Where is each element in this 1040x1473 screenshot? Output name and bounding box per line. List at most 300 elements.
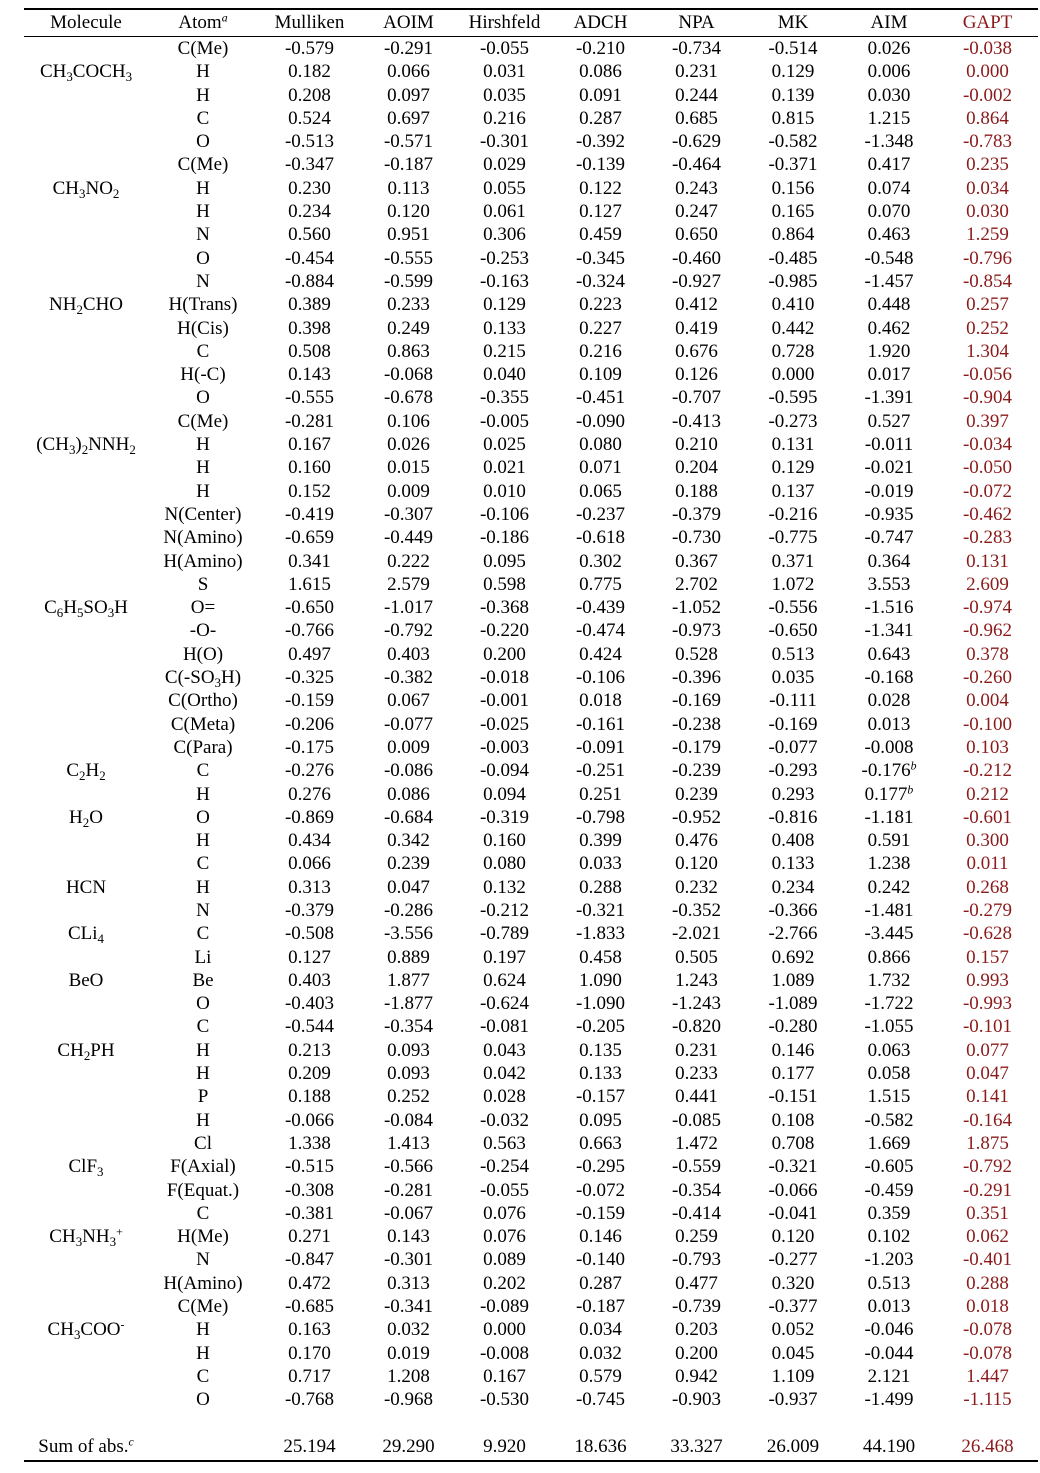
mulliken-value: 0.182 [288,61,331,83]
mulliken-cell [258,1388,361,1411]
atom-cell [148,1109,258,1132]
gapt-cell [937,433,1038,456]
mk-value: -0.485 [768,247,818,269]
gapt-value: -0.100 [962,713,1013,735]
aoim-cell [361,37,456,61]
gapt-value: -0.002 [962,84,1013,106]
table-row [24,573,1038,596]
hirshfeld-value: 0.042 [483,1063,526,1085]
molecule-cell [24,1388,148,1411]
aoim-value: -0.086 [383,760,434,782]
npa-value: 0.233 [675,1063,718,1085]
mk-value: -0.169 [768,713,818,735]
aoim-value: 2.579 [387,573,430,595]
aoim-cell [361,1155,456,1178]
hirshfeld-value: 0.031 [483,61,526,83]
mk-cell [745,386,841,409]
atom-value: Be [192,969,214,991]
adch-cell [553,666,648,689]
hirshfeld-value: -0.018 [479,667,530,689]
mulliken-value: -0.347 [284,154,335,176]
atom-value: O [196,806,210,828]
hirshfeld-cell [456,1342,553,1365]
atom-cell [148,503,258,526]
aim-value: -0.459 [864,1179,914,1201]
mk-cell [745,1295,841,1318]
molecule-label [24,1225,148,1248]
mk-cell [745,1062,841,1085]
aim-value: 0.026 [867,38,911,59]
adch-cell [553,317,648,340]
aoim-value: 0.313 [387,1272,430,1294]
adch-value: -1.090 [575,993,626,1015]
molecule-label [24,922,148,945]
adch-value: -0.321 [575,899,626,921]
hirshfeld-cell [456,619,553,642]
adch-value: -0.251 [575,760,626,782]
npa-value: 0.231 [675,61,718,83]
table-row [24,1202,1038,1225]
mulliken-cell [258,480,361,503]
aoim-cell [361,1109,456,1132]
mulliken-value: -0.515 [284,1156,335,1178]
molecule-formula-part: PH [90,1039,115,1061]
gapt-cell [937,946,1038,969]
aim-cell [841,1365,937,1388]
molecule-cell [24,247,148,270]
hirshfeld-value: -0.368 [479,597,530,619]
adch-cell [553,177,648,200]
adch-value: 0.288 [579,876,622,898]
table-row [24,1248,1038,1271]
mulliken-value: 0.389 [288,294,331,316]
mk-cell [745,1365,841,1388]
table-row [24,852,1038,875]
molecule-formula-part: 6 [56,605,64,620]
npa-value: 0.505 [675,946,718,968]
aoim-value: -0.068 [383,364,434,386]
aim-value: -0.176 [861,760,911,782]
hirshfeld-value: 0.043 [483,1039,526,1061]
adch-value: -0.106 [575,667,626,689]
hirshfeld-cell [456,37,553,61]
mk-cell [745,666,841,689]
molecule-formula-part: 3 [79,185,86,201]
aim-value: 0.063 [867,1039,911,1061]
adch-value: -0.798 [575,806,626,828]
aim-cell [841,480,937,503]
gapt-value: 0.141 [966,1086,1009,1108]
molecule-formula-part: NO [85,177,113,199]
mulliken-value: -0.685 [284,1296,335,1318]
gapt-cell [937,1272,1038,1295]
hirshfeld-value: 0.133 [483,317,526,339]
atom-cell [148,1085,258,1108]
mulliken-cell [258,1132,361,1155]
aoim-value: 1.413 [387,1132,430,1154]
mk-cell [745,340,841,363]
hirshfeld-value: 0.202 [483,1272,526,1294]
aoim-cell [361,643,456,666]
molecule-formula-part: CH [52,177,80,199]
gapt-cell [937,992,1038,1015]
adch-value: 0.287 [579,1272,622,1294]
atom-cell [148,60,258,83]
gapt-value: -0.796 [962,247,1013,269]
mulliken-cell [258,340,361,363]
atomic-charges-table [24,8,1038,1462]
aoim-value: -0.307 [383,503,434,525]
atom-cell [148,247,258,270]
aim-cell [841,317,937,340]
aoim-value: 0.252 [387,1086,430,1108]
npa-cell [648,1388,745,1411]
npa-cell [648,783,745,806]
table-row [24,247,1038,270]
header-molecule: Molecule [24,9,148,37]
molecule-cell [24,223,148,246]
adch-cell [553,1225,648,1248]
mulliken-value: -0.206 [284,713,335,735]
mulliken-cell [258,456,361,479]
adch-cell [553,596,648,619]
molecule-cell [24,153,148,176]
molecule-cell [24,992,148,1015]
gapt-cell [937,1015,1038,1038]
mulliken-cell [258,410,361,433]
aim-value: -1.203 [864,1249,914,1271]
molecule-formula-part: 2 [82,814,90,830]
mk-cell [745,1085,841,1108]
mulliken-value: 0.230 [288,177,331,199]
adch-value: 0.071 [579,457,622,479]
aim-cell [841,270,937,293]
aim-value: 3.553 [867,573,911,595]
npa-cell [648,1109,745,1132]
aoim-cell [361,1202,456,1225]
table-row [24,130,1038,153]
molecule-cell [24,317,148,340]
gapt-value: 1.875 [966,1132,1009,1154]
mulliken-value: -0.159 [284,690,335,712]
mk-cell [745,37,841,61]
atom-cell [148,992,258,1015]
hirshfeld-value: 0.010 [483,480,526,502]
aim-cell [841,130,937,153]
npa-cell [648,1132,745,1155]
adch-value: 0.018 [579,690,622,712]
aoim-cell [361,550,456,573]
npa-value: -0.820 [671,1016,722,1038]
mulliken-cell [258,899,361,922]
hirshfeld-cell [456,200,553,223]
table-row [24,1318,1038,1341]
aoim-value: 1.877 [387,969,430,991]
atom-value: O [196,131,210,153]
mk-cell [745,433,841,456]
molecule-cell [24,713,148,736]
atom-value: C [196,1365,210,1387]
molecule-cell [24,666,148,689]
aoim-value: -0.684 [383,806,434,828]
aim-value: 0.028 [867,690,911,712]
aoim-cell [361,1062,456,1085]
aim-cell [841,1179,937,1202]
mulliken-value: -0.403 [284,993,335,1015]
hirshfeld-cell [456,526,553,549]
npa-value: 0.476 [675,830,718,852]
mk-value: 1.109 [771,1365,815,1387]
gapt-cell [937,852,1038,875]
adch-cell [553,643,648,666]
hirshfeld-value: -0.055 [479,1179,530,1201]
aim-value: 0.177 [864,783,908,805]
atom-cell [148,1342,258,1365]
aoim-value: -0.968 [383,1389,434,1411]
table-row [24,783,1038,806]
table-body [24,37,1038,1412]
npa-cell [648,992,745,1015]
aim-cell [841,433,937,456]
atom-cell [148,573,258,596]
hirshfeld-cell [456,223,553,246]
molecule-cell [24,1248,148,1271]
aoim-cell [361,1179,456,1202]
mk-value: -0.280 [768,1016,818,1038]
mk-cell [745,1388,841,1411]
npa-value: -0.793 [671,1249,722,1271]
mk-value: -0.077 [768,736,818,758]
atom-value: C(Me) [177,1296,229,1318]
header-aim: AIM [841,9,937,37]
aoim-value: 0.863 [387,340,430,362]
aim-cell [841,1248,937,1271]
npa-value: -0.730 [671,527,722,549]
adch-value: 0.663 [579,1132,622,1154]
atom-cell [148,1272,258,1295]
gapt-value: 0.131 [966,550,1009,572]
aim-value: -0.011 [864,434,914,456]
aoim-value: 0.026 [387,434,430,456]
aim-cell [841,107,937,130]
adch-cell [553,1202,648,1225]
molecule-formula-part: 2 [99,768,106,784]
table-row [24,1062,1038,1085]
aim-value: -0.046 [864,1319,914,1341]
mulliken-value: 0.341 [288,550,331,572]
table-row [24,363,1038,386]
molecule-cell [24,946,148,969]
footnote-c-marker: c [128,1435,134,1449]
mulliken-value: 1.615 [288,573,331,595]
npa-cell [648,946,745,969]
sum-mk: 26.009 [745,1434,841,1461]
header-adch: ADCH [553,9,648,37]
mulliken-value: 0.170 [288,1342,331,1364]
mulliken-cell [258,386,361,409]
mulliken-value: 1.338 [288,1132,331,1154]
aoim-cell [361,1248,456,1271]
hirshfeld-value: -0.025 [479,713,530,735]
aim-cell [841,643,937,666]
gapt-cell [937,829,1038,852]
aim-cell [841,1015,937,1038]
gapt-cell [937,1295,1038,1318]
aim-cell [841,666,937,689]
aim-cell [841,922,937,945]
aim-cell [841,503,937,526]
adch-cell [553,223,648,246]
molecule-formula-part: CH [39,61,67,83]
hirshfeld-value: -0.624 [479,993,530,1015]
aoim-value: -0.067 [383,1202,434,1224]
atom-value: H [196,457,210,479]
table-row [24,946,1038,969]
aoim-value: -0.599 [383,270,434,292]
npa-cell [648,1202,745,1225]
hirshfeld-value: 0.061 [483,201,526,223]
aim-cell [841,1202,937,1225]
adch-cell [553,1365,648,1388]
gapt-cell [937,899,1038,922]
hirshfeld-value: 0.160 [483,830,526,852]
npa-cell [648,1179,745,1202]
mk-value: 0.320 [771,1272,815,1294]
hirshfeld-cell [456,1062,553,1085]
molecule-cell [24,736,148,759]
atom-cell [148,526,258,549]
adch-cell [553,60,648,83]
npa-cell [648,596,745,619]
mulliken-cell [258,992,361,1015]
aoim-value: -0.084 [383,1109,434,1131]
hirshfeld-value: -0.055 [479,38,530,59]
gapt-cell [937,503,1038,526]
aim-value: 0.364 [867,550,911,572]
molecule-cell [24,84,148,107]
molecule-formula-part: 4 [97,931,104,947]
atom-value: C [196,1016,210,1038]
adch-value: -0.451 [575,387,626,409]
mk-value: -0.514 [768,38,818,59]
aim-value: -0.747 [864,527,914,549]
aoim-value: 0.113 [387,177,430,199]
mk-value: 0.864 [771,224,815,246]
aoim-value: -0.678 [383,387,434,409]
hirshfeld-cell [456,1365,553,1388]
mulliken-cell [258,829,361,852]
aoim-cell [361,84,456,107]
header-mk: MK [745,9,841,37]
aoim-value: 0.066 [387,61,430,83]
mk-value: 0.045 [771,1342,815,1364]
atom-cell [148,200,258,223]
npa-cell [648,270,745,293]
gapt-cell [937,643,1038,666]
aim-value: 0.006 [867,61,911,83]
mulliken-cell [258,573,361,596]
atom-value: C [196,923,210,945]
mk-value: 0.165 [771,201,815,223]
mk-cell [745,200,841,223]
npa-value: 2.702 [675,573,718,595]
gapt-value: -0.291 [962,1179,1013,1201]
atom-cell [148,689,258,712]
aoim-value: -0.286 [383,899,434,921]
npa-cell [648,643,745,666]
npa-value: -0.734 [671,38,722,59]
adch-value: 0.223 [579,294,622,316]
npa-value: 0.203 [675,1319,718,1341]
hirshfeld-value: -0.220 [479,620,530,642]
hirshfeld-value: -0.253 [479,247,530,269]
molecule-cell [24,503,148,526]
atom-value: N [196,899,210,921]
npa-cell [648,1015,745,1038]
aim-cell [841,1342,937,1365]
mulliken-value: 0.127 [288,946,331,968]
gapt-value: 0.004 [966,690,1009,712]
aoim-value: 0.233 [387,294,430,316]
atom-value: H [196,1319,210,1341]
mk-value: -1.089 [768,993,818,1015]
atom-cell [148,363,258,386]
gapt-cell [937,456,1038,479]
atom-value: H [196,1039,210,1061]
aim-cell [841,410,937,433]
mulliken-value: 0.276 [288,783,331,805]
hirshfeld-value: -0.094 [479,760,530,782]
aim-cell [841,783,937,806]
aim-cell [841,899,937,922]
npa-cell [648,130,745,153]
table-row [24,386,1038,409]
footnote-b-marker: b [910,759,917,773]
aim-value: 1.669 [867,1132,911,1154]
npa-cell [648,1039,745,1062]
table-row [24,1272,1038,1295]
mk-value: 0.692 [771,946,815,968]
hirshfeld-value: 0.095 [483,550,526,572]
mk-value: -0.816 [768,806,818,828]
mulliken-value: 0.403 [288,969,331,991]
npa-value: -0.973 [671,620,722,642]
npa-value: -0.413 [671,410,722,432]
mk-value: 0.234 [771,876,815,898]
adch-value: 0.109 [579,364,622,386]
adch-cell [553,1272,648,1295]
atom-value: N(Amino) [163,527,243,549]
atom-value: H(Amino) [163,550,243,572]
npa-cell [648,1342,745,1365]
aim-cell [841,1062,937,1085]
mk-cell [745,969,841,992]
molecule-label [24,433,148,456]
npa-value: 0.528 [675,643,718,665]
atom-value: H [196,61,210,83]
aoim-cell [361,666,456,689]
gapt-value: 1.447 [966,1365,1009,1387]
molecule-cell [24,550,148,573]
aim-value: -0.935 [864,503,914,525]
table-row [24,1109,1038,1132]
aoim-value: -0.281 [383,1179,434,1201]
charge-table-container [0,8,1040,1462]
atom-cell [148,596,258,619]
mulliken-cell [258,619,361,642]
npa-value: 0.188 [675,480,718,502]
npa-cell [648,1225,745,1248]
